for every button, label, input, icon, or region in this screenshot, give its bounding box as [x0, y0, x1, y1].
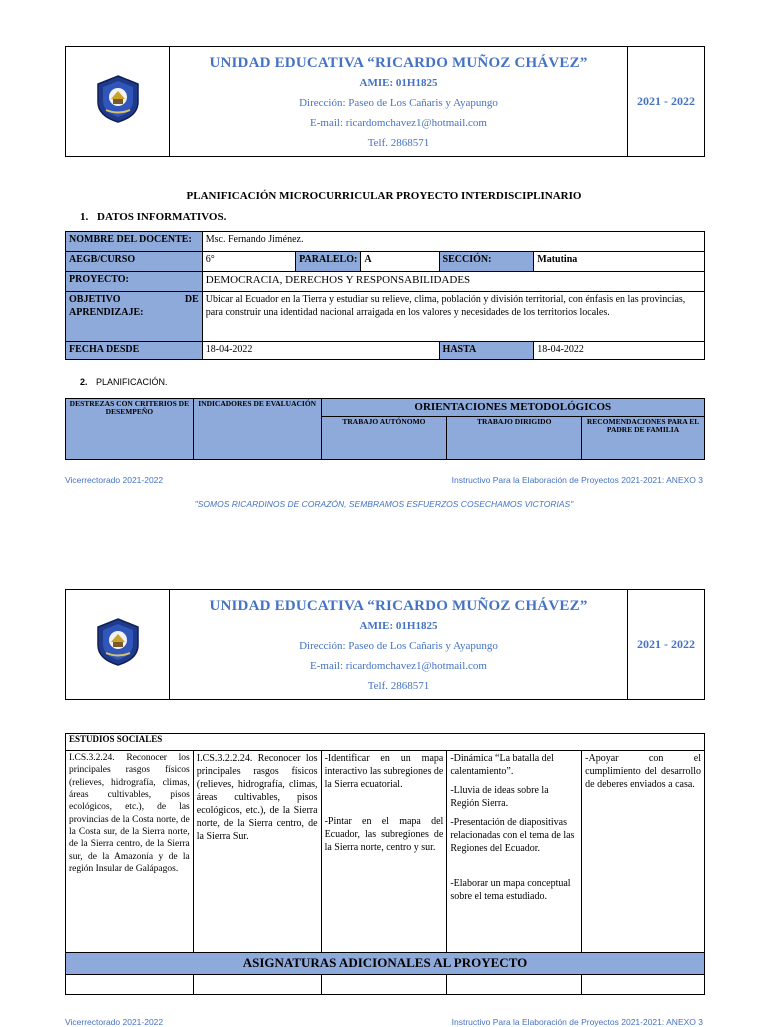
address: Dirección: Paseo de Los Cañaris y Ayapungo [299, 96, 498, 109]
school-name: UNIDAD EDUCATIVA “RICARDO MUÑOZ CHÁVEZ” [209, 54, 588, 71]
email: E-mail: ricardomchavez1@hotmail.com [310, 116, 487, 129]
phone: Telf. 2868571 [367, 136, 430, 149]
header-center [170, 590, 628, 700]
recomendaciones-cell: -Apoyar con el cumplimiento del desarrollo de deberes enviados a casa. [582, 751, 705, 953]
logo-cell [66, 590, 170, 700]
proyecto-value: DEMOCRACIA, DERECHOS Y RESPONSABILIDADES [202, 272, 704, 292]
footer-left-page-2: Vicerrectorado 2021-2022 [65, 1017, 164, 1027]
col-orientaciones: ORIENTACIONES METODOLÓGICOS [321, 399, 704, 417]
section-2-number: 2. [80, 377, 88, 387]
hasta-value: 18-04-2022 [534, 342, 705, 360]
paralelo-value: A [361, 252, 439, 272]
objetivo-label-2: DE [184, 294, 199, 305]
seccion-value: Matutina [534, 252, 705, 272]
curso-label: AEGB/CURSO [66, 252, 203, 272]
additional-cell [193, 975, 321, 995]
col-trabajo-dirigido: TRABAJO DIRIGIDO [447, 417, 582, 460]
col-indicadores: INDICADORES DE EVALUACIÓN [193, 399, 321, 460]
dirigido-item-3: -Presentación de diapositivas relacionadas con el tema de las Regiones del Ecuador. [450, 817, 575, 854]
col-destrezas: DESTREZAS CON CRITERIOS DE DESEMPEÑO [66, 399, 194, 460]
header-center [170, 47, 628, 157]
section-2-heading [80, 377, 168, 387]
logo-cell [66, 47, 170, 157]
additional-cell [66, 975, 194, 995]
autonomo-item-2: -Pintar en el mapa del Ecuador, las subregiones de la Sierra norte, centro y sur. [324, 816, 444, 853]
dirigido-item-4: -Elaborar un mapa conceptual sobre el tema estudiado. [450, 878, 571, 902]
footer-left: Vicerrectorado 2021-2022 [65, 475, 164, 485]
paralelo-label: PARALELO: [296, 252, 361, 272]
email: E-mail: ricardomchavez1@hotmail.com [310, 659, 487, 672]
school-emblem-icon [94, 617, 142, 667]
col-recomendaciones: RECOMENDACIONES PARA EL PADRE DE FAMILIA [582, 417, 705, 460]
trabajo-dirigido-cell [447, 751, 582, 953]
desde-value: 18-04-2022 [202, 342, 439, 360]
school-header [65, 46, 705, 157]
info-table [65, 231, 705, 360]
additional-cell [447, 975, 582, 995]
objetivo-value: Ubicar al Ecuador en la Tierra y estudiar su relieve, clima, población y división territorial, con énfasis en las provincias, para construir una identidad nacional arraigada en los valores y necesidades de los territorios locales. [202, 292, 704, 342]
dirigido-item-2: -Lluvia de ideas sobre la Región Sierra. [450, 785, 549, 809]
objetivo-label-1: OBJETIVO [69, 294, 121, 305]
footer-right-page-2: Instructivo Para la Elaboración de Proyectos 2021-2021: ANEXO 3 [451, 1017, 703, 1027]
destreza-cell: I.CS.3.2.24. Reconocer los principales rasgos físicos (relieves, hidrografía, climas, áreas cultivables, pisos ecológicos, etc.), de las provincias de la Costa norte, de la Costa sur, de la Sierra norte, de la Sierra centro, de la Sierra sur, de la Amazonía y de la región Insular de Galápagos. [66, 751, 194, 953]
additional-cell [582, 975, 705, 995]
objetivo-label-3: APRENDIZAJE: [69, 307, 144, 318]
proyecto-label: PROYECTO: [66, 272, 203, 292]
school-year: 2021 - 2022 [628, 590, 705, 700]
trabajo-autonomo-cell [321, 751, 447, 953]
desde-label: FECHA DESDE [66, 342, 203, 360]
phone: Telf. 2868571 [367, 679, 430, 692]
dirigido-item-1: -Dinámica “La batalla del calentamiento”. [450, 753, 554, 777]
section-1-label: DATOS INFORMATIVOS. [97, 211, 227, 223]
document-title: PLANIFICACIÓN MICROCURRICULAR PROYECTO INTERDISCIPLINARIO [186, 190, 582, 202]
school-emblem-icon [94, 74, 142, 124]
section-2-label: PLANIFICACIÓN. [96, 377, 168, 387]
planning-table [65, 398, 705, 460]
amie-code: AMIE: 01H1825 [359, 619, 438, 632]
content-table [65, 733, 705, 995]
objetivo-label [66, 292, 203, 342]
docente-label: NOMBRE DEL DOCENTE: [66, 232, 203, 252]
school-name: UNIDAD EDUCATIVA “RICARDO MUÑOZ CHÁVEZ” [209, 597, 588, 614]
address: Dirección: Paseo de Los Cañaris y Ayapungo [299, 639, 498, 652]
section-1-heading [80, 211, 226, 223]
footer-motto: "SOMOS RICARDINOS DE CORAZÓN, SEMBRAMOS ESFUERZOS COSECHAMOS VICTORIAS" [194, 499, 574, 509]
curso-value: 6° [202, 252, 295, 272]
seccion-label: SECCIÓN: [439, 252, 534, 272]
col-trabajo-autonomo: TRABAJO AUTÓNOMO [321, 417, 447, 460]
autonomo-item-1: -Identificar en un mapa interactivo las subregiones de la Sierra ecuatorial. [324, 753, 444, 790]
indicador-cell: I.CS.3.2.2.24. Reconocer los principales rasgos físicos (relieves, hidrografía, climas, áreas cultivables, pisos ecológicos, etc.), de la Sierra norte, de la Sierra centro, de la Sierra Sur. [193, 751, 321, 953]
docente-value: Msc. Fernando Jiménez. [202, 232, 704, 252]
additional-cell [321, 975, 447, 995]
footer-right: Instructivo Para la Elaboración de Proyectos 2021-2021: ANEXO 3 [451, 475, 703, 485]
subject-label: ESTUDIOS SOCIALES [66, 734, 705, 751]
hasta-label: HASTA [439, 342, 534, 360]
school-year: 2021 - 2022 [628, 47, 705, 157]
additional-subjects-heading: ASIGNATURAS ADICIONALES AL PROYECTO [66, 953, 705, 975]
section-1-number: 1. [80, 211, 89, 223]
school-header-page-2 [65, 589, 705, 700]
amie-code: AMIE: 01H1825 [359, 76, 438, 89]
